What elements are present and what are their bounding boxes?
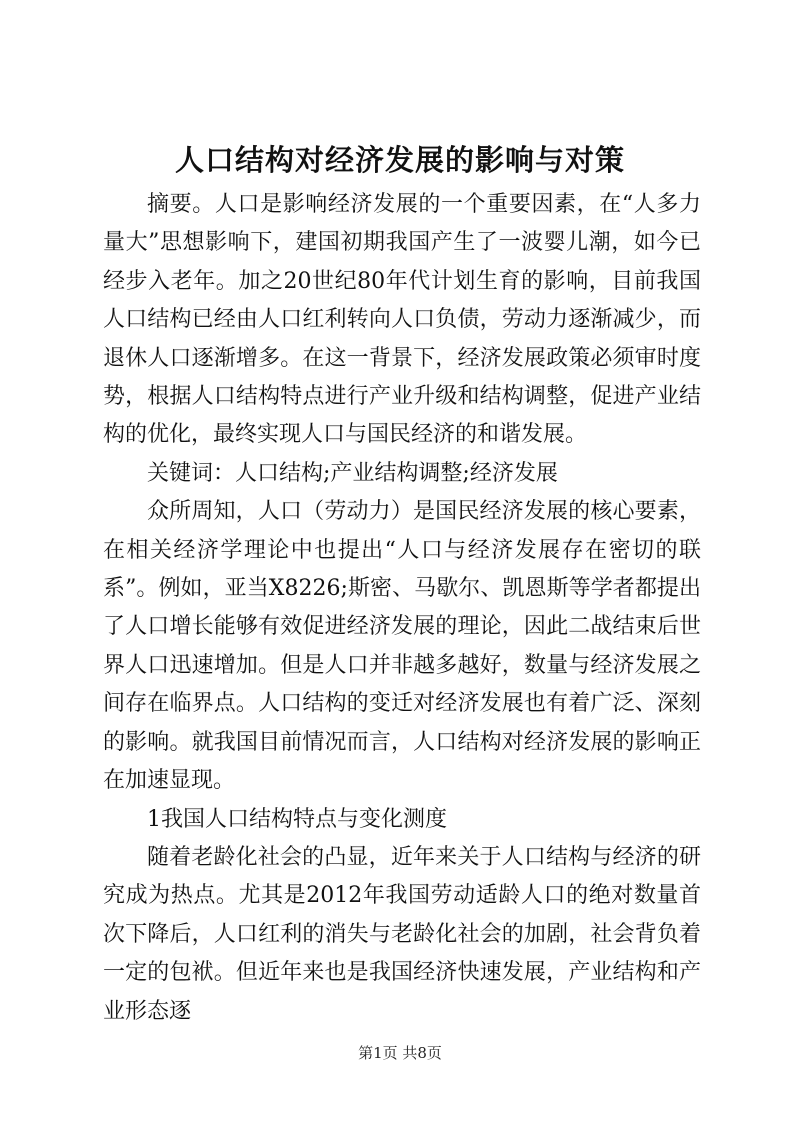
- abstract-paragraph: 摘要。人口是影响经济发展的一个重要因素，在“人多力量大”思想影响下，建国初期我国产生了一波婴儿潮，如今已经步入老年。加之20世纪80年代计划生育的影响，目前我国人口结构已经由人口红利转向人口负债，劳动力逐渐减少，而退休人口逐渐增多。在这一背景下，经济发展政策必须审时度势，根据人口结构特点进行产业升级和结构调整，促进产业结构的优化，最终实现人口与国民经济的和谐发展。: [103, 192, 701, 448]
- section-heading: 1我国人口结构特点与变化测度: [147, 806, 447, 832]
- page-footer: 第1页 共8页: [358, 1044, 442, 1062]
- keywords-paragraph: 关键词：人口结构;产业结构调整;经济发展: [147, 460, 558, 486]
- section-paragraph: 随着老龄化社会的凸显，近年来关于人口结构与经济的研究成为热点。尤其是2012年我国劳动适龄人口的绝对数量首次下降后，人口红利的消失与老龄化社会的加剧，社会背负着一定的包袱。但近年来也是我国经济快速发展，产业结构和产业形态逐: [103, 844, 701, 1024]
- document-title: 人口结构对经济发展的影响与对策: [174, 143, 625, 177]
- intro-paragraph: 众所周知，人口（劳动力）是国民经济发展的核心要素，在相关经济学理论中也提出“人口与经济发展存在密切的联系”。例如，亚当X8226;斯密、马歇尔、凯恩斯等学者都提出了人口增长能够有效促进经济发展的理论，因此二战结束后世界人口迅速增加。但是人口并非越多越好，数量与经济发展之间存在临界点。人口结构的变迁对经济发展也有着广泛、深刻的影响。就我国目前情况而言，人口结构对经济发展的影响正在加速显现。: [103, 499, 701, 794]
- document-body: [103, 186, 701, 1031]
